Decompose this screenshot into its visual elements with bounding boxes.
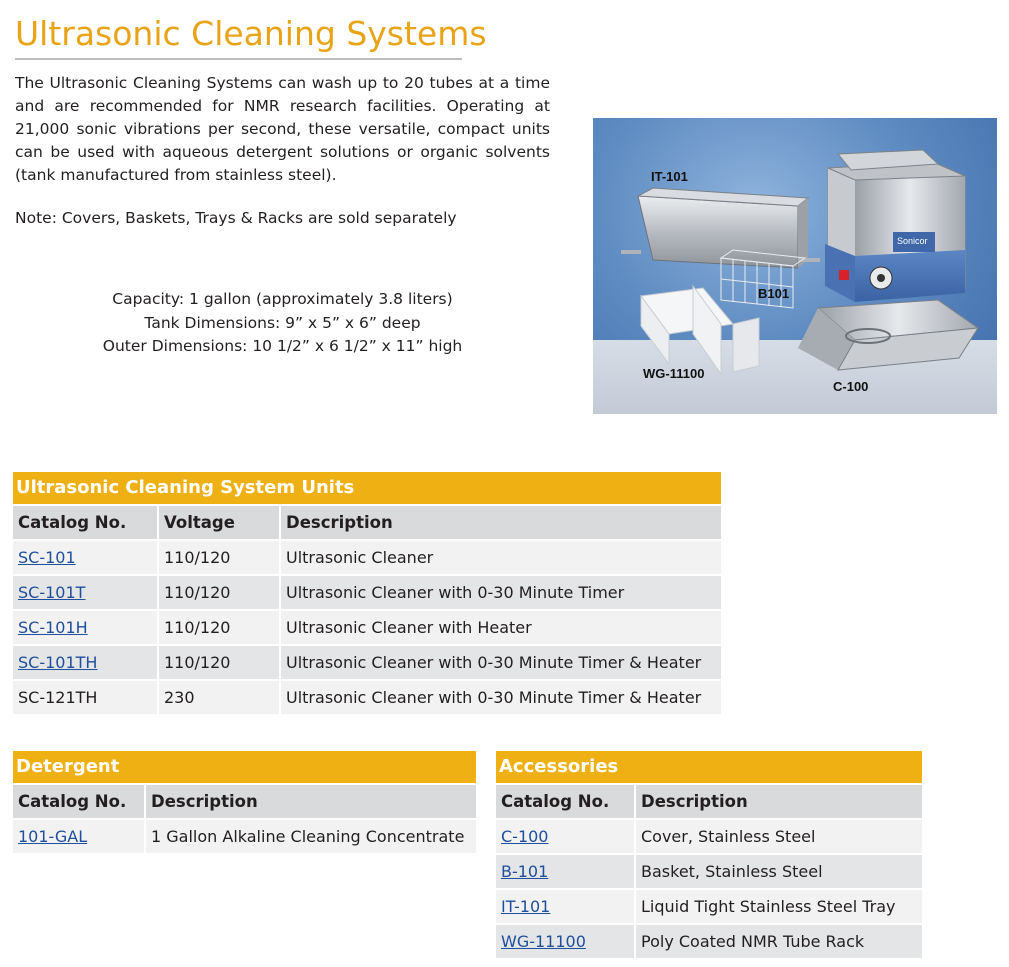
detergent-table [13, 751, 476, 853]
table-row [496, 820, 922, 853]
cleaner-unit-image [825, 150, 965, 302]
accessories-table-heading: Accessories [496, 751, 922, 783]
title-underline [15, 58, 462, 60]
column-header-description: Description [146, 785, 476, 818]
catalog-link[interactable]: SC-101T [18, 583, 86, 602]
label-c100: C-100 [833, 379, 869, 394]
spec-capacity: Capacity: 1 gallon (approximately 3.8 liters) [112, 290, 453, 308]
page-title: Ultrasonic Cleaning Systems [15, 14, 487, 53]
table-row [13, 576, 721, 609]
column-header-voltage: Voltage [159, 506, 279, 539]
catalog-cell: SC-121TH [13, 681, 157, 714]
accessories-table [496, 751, 922, 958]
catalog-link[interactable]: B-101 [501, 862, 549, 881]
voltage-cell: 110/120 [159, 541, 279, 574]
catalog-cell [496, 820, 634, 853]
catalog-cell [13, 541, 157, 574]
catalog-link[interactable]: SC-101 [18, 548, 76, 567]
label-b101: B101 [758, 286, 790, 301]
description-cell: Ultrasonic Cleaner with Heater [281, 611, 721, 644]
catalog-cell [496, 925, 634, 958]
table-row [13, 681, 721, 714]
product-photo [593, 118, 997, 414]
description-cell: 1 Gallon Alkaline Cleaning Concentrate [146, 820, 476, 853]
catalog-link[interactable]: WG-11100 [501, 932, 586, 951]
description-cell: Ultrasonic Cleaner with 0-30 Minute Timer & Heater [281, 646, 721, 679]
intro-paragraph: The Ultrasonic Cleaning Systems can wash up to 20 tubes at a time and are recommended for NMR research facilities. Operating at 21,000 sonic vibrations per second, these versatile, compact units can be used with aqueous detergent solutions or organic solvents (tank manufactured from stainless steel). [15, 74, 550, 184]
description-cell: Liquid Tight Stainless Steel Tray [636, 890, 922, 923]
label-it101: IT-101 [651, 169, 688, 184]
catalog-link[interactable]: C-100 [501, 827, 549, 846]
voltage-cell: 110/120 [159, 611, 279, 644]
brand-logo-text: Sonicor [897, 236, 928, 246]
catalog-cell [13, 646, 157, 679]
description-cell: Ultrasonic Cleaner [281, 541, 721, 574]
label-wg11100: WG-11100 [643, 366, 705, 381]
units-table [13, 472, 721, 714]
catalog-cell [13, 611, 157, 644]
table-row [13, 611, 721, 644]
description-cell: Basket, Stainless Steel [636, 855, 922, 888]
catalog-cell [13, 576, 157, 609]
spec-tank-dimensions: Tank Dimensions: 9” x 5” x 6” deep [144, 313, 421, 332]
catalog-link[interactable]: IT-101 [501, 897, 551, 916]
units-table-heading: Ultrasonic Cleaning System Units [13, 472, 721, 504]
cover-c100-image [798, 300, 978, 370]
specs-block [15, 288, 550, 359]
units-table-header-row [13, 506, 721, 539]
rack-wg11100-image [641, 286, 759, 374]
description-cell: Ultrasonic Cleaner with 0-30 Minute Timer [281, 576, 721, 609]
accessories-table-header-row [496, 785, 922, 818]
table-row [13, 820, 476, 853]
catalog-cell [496, 855, 634, 888]
catalog-cell [496, 890, 634, 923]
column-header-description: Description [281, 506, 721, 539]
voltage-cell: 230 [159, 681, 279, 714]
table-row [496, 855, 922, 888]
column-header-catalog: Catalog No. [496, 785, 634, 818]
catalog-link[interactable]: SC-101TH [18, 653, 98, 672]
note-text: Note: Covers, Baskets, Trays & Racks are sold separately [15, 209, 457, 227]
column-header-catalog: Catalog No. [13, 506, 157, 539]
table-row [13, 541, 721, 574]
detergent-table-header-row [13, 785, 476, 818]
table-row [496, 925, 922, 958]
voltage-cell: 110/120 [159, 576, 279, 609]
table-row [496, 890, 922, 923]
column-header-description: Description [636, 785, 922, 818]
detergent-table-heading: Detergent [13, 751, 476, 783]
spec-outer-dimensions: Outer Dimensions: 10 1/2” x 6 1/2” x 11” high [102, 337, 463, 355]
catalog-cell [13, 820, 144, 853]
description-cell: Ultrasonic Cleaner with 0-30 Minute Timer & Heater [281, 681, 721, 714]
description-cell: Cover, Stainless Steel [636, 820, 922, 853]
table-row [13, 646, 721, 679]
catalog-link[interactable]: 101-GAL [18, 827, 88, 846]
column-header-catalog: Catalog No. [13, 785, 144, 818]
voltage-cell: 110/120 [159, 646, 279, 679]
catalog-link[interactable]: SC-101H [18, 618, 88, 637]
description-cell: Poly Coated NMR Tube Rack [636, 925, 922, 958]
